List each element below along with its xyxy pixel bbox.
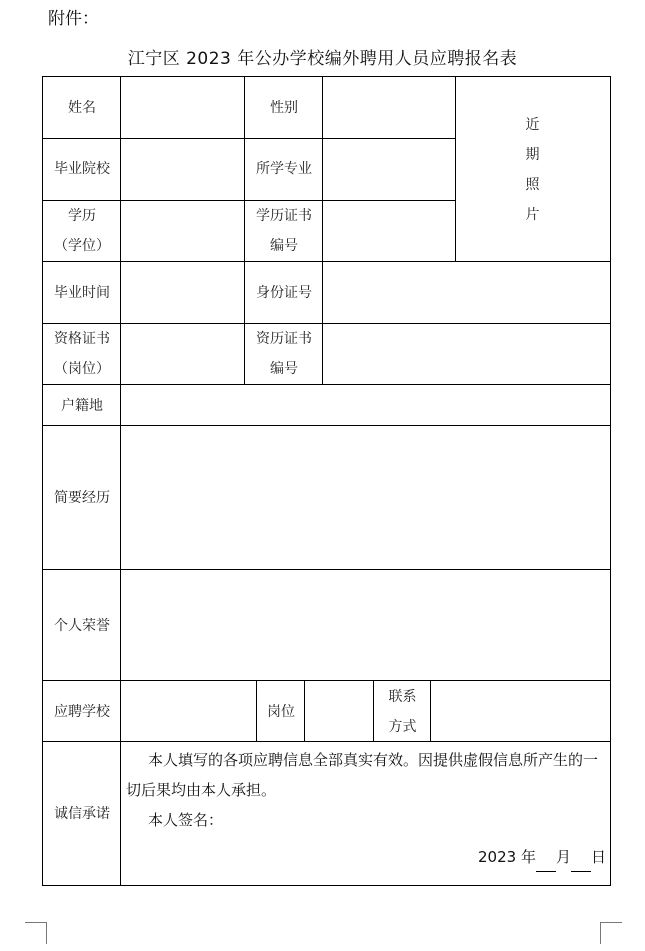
table-rule — [43, 384, 611, 385]
gender-field[interactable] — [323, 77, 455, 138]
diploma-number-field[interactable] — [323, 200, 455, 262]
resume-label: 简要经历 — [54, 490, 110, 506]
signature-line[interactable] — [126, 805, 606, 835]
table-rule — [256, 680, 257, 742]
attachment-label: 附件： — [48, 9, 99, 29]
resume-field[interactable] — [121, 426, 610, 570]
post-label: 岗位 — [267, 703, 295, 720]
honors-label: 个人荣誉 — [54, 617, 110, 634]
qualification-field[interactable] — [121, 323, 245, 385]
honors-field[interactable] — [121, 570, 610, 681]
pledge-statement: 本人填写的各项应聘信息全部真实有效。因提供虚假信息所产生的一切后果均由本人承担。 — [126, 751, 599, 799]
apply-school-field[interactable] — [121, 681, 257, 742]
school-label: 毕业院校 — [54, 161, 110, 177]
table-rule — [43, 741, 611, 742]
photo-char: 照 — [525, 176, 540, 193]
contact-label-line2: 方式 — [388, 718, 417, 735]
education-label-line2: （学位） — [54, 238, 110, 254]
pledge-label: 诚信承诺 — [54, 805, 110, 822]
certificate-number-field[interactable] — [323, 323, 610, 385]
day-blank[interactable] — [571, 855, 591, 872]
major-label: 所学专业 — [256, 161, 312, 177]
id-number-field[interactable] — [323, 262, 610, 323]
school-field[interactable] — [121, 138, 245, 200]
qualification-label — [43, 323, 121, 385]
table-rule — [43, 261, 611, 262]
month-blank[interactable] — [536, 855, 556, 872]
table-border-right — [610, 76, 611, 886]
name-field[interactable] — [121, 77, 245, 138]
table-rule — [120, 76, 121, 886]
pledge-text — [126, 745, 606, 872]
table-rule — [455, 76, 456, 262]
photo-char: 片 — [525, 206, 540, 223]
table-rule — [43, 569, 611, 570]
table-border-bottom — [43, 885, 611, 886]
crop-mark — [600, 922, 622, 923]
diploma-number-label — [245, 200, 323, 262]
apply-school-label: 应聘学校 — [54, 703, 110, 720]
crop-mark — [600, 922, 601, 944]
education-field[interactable] — [121, 200, 245, 262]
hukou-field[interactable] — [121, 385, 610, 426]
post-field[interactable] — [305, 681, 374, 742]
contact-label — [374, 681, 431, 742]
table-border-left — [42, 76, 43, 886]
id-number-label: 身份证号 — [256, 284, 312, 301]
qualification-label-line2: （岗位） — [54, 361, 110, 377]
signature-label: 本人签名： — [148, 811, 224, 829]
date-month: 月 — [555, 848, 571, 866]
date-day: 日 — [590, 848, 606, 866]
graduation-time-field[interactable] — [121, 262, 245, 323]
graduation-time-label: 毕业时间 — [54, 284, 110, 301]
table-rule — [43, 323, 611, 324]
table-rule — [43, 138, 455, 139]
certificate-number-label — [245, 323, 323, 385]
date-year: 2023 年 — [478, 848, 536, 866]
photo-box[interactable] — [455, 77, 610, 262]
crop-mark — [46, 922, 47, 944]
date-line[interactable] — [126, 842, 606, 872]
diploma-number-label-line1: 学历证书 — [256, 208, 312, 224]
contact-label-line1: 联系 — [388, 688, 417, 705]
gender-label: 性别 — [270, 99, 298, 116]
name-label: 姓名 — [68, 99, 96, 116]
table-rule — [43, 200, 455, 201]
table-border-top — [43, 76, 611, 77]
certificate-number-label-line1: 资历证书 — [256, 331, 312, 347]
certificate-number-label-line2: 编号 — [270, 361, 298, 377]
table-rule — [244, 76, 245, 385]
table-rule — [322, 76, 323, 385]
major-field[interactable] — [323, 138, 455, 200]
table-rule — [43, 680, 611, 681]
table-rule — [304, 680, 305, 742]
table-rule — [430, 680, 431, 742]
qualification-label-line1: 资格证书 — [54, 331, 110, 347]
diploma-number-label-line2: 编号 — [270, 238, 298, 254]
table-rule — [373, 680, 374, 742]
hukou-label: 户籍地 — [61, 397, 103, 414]
crop-mark — [25, 922, 47, 923]
education-label — [43, 200, 121, 262]
form-title: 江宁区 2023 年公办学校编外聘用人员应聘报名表 — [127, 49, 518, 69]
photo-char: 近 — [525, 116, 540, 133]
table-rule — [43, 425, 611, 426]
photo-char: 期 — [525, 146, 540, 163]
contact-field[interactable] — [431, 681, 610, 742]
education-label-line1: 学历 — [68, 208, 96, 224]
